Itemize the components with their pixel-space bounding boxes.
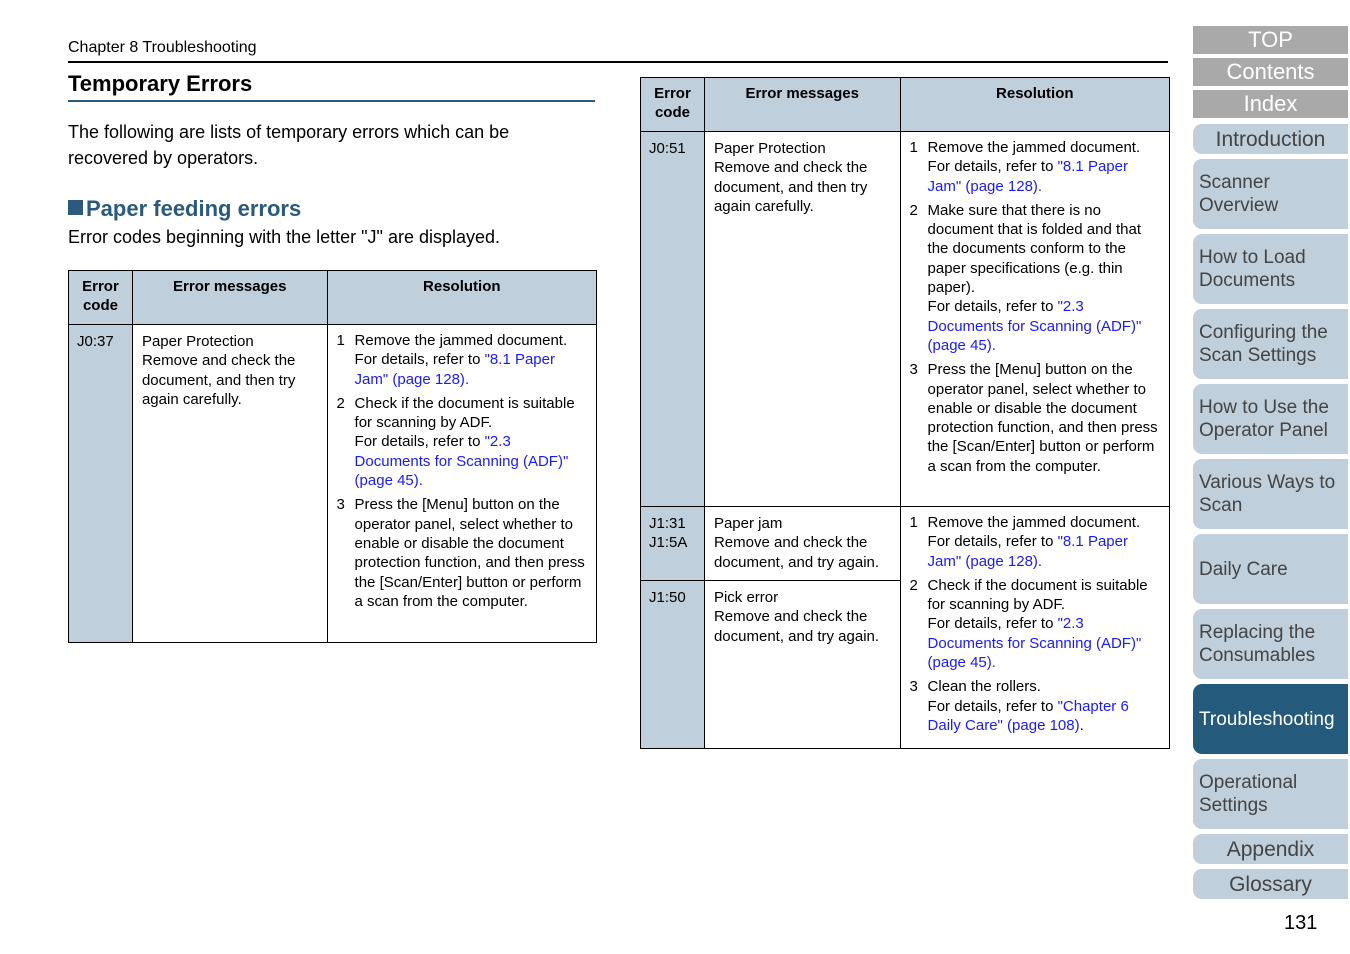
nav-contents-button[interactable]: Contents	[1193, 58, 1348, 86]
nav-tab-scanner-overview[interactable]	[1193, 159, 1348, 229]
intro-text: The following are lists of temporary errors which can be recovered by operators.	[68, 122, 510, 168]
resolution-step	[910, 513, 1161, 571]
error-table-2	[640, 77, 1170, 749]
section-rule	[68, 100, 595, 102]
nav-tab-appendix[interactable]: Appendix	[1193, 834, 1348, 864]
resolution-step	[910, 201, 1161, 355]
nav-tab-label: Operational Settings	[1199, 772, 1298, 816]
nav-tab-troubleshooting[interactable]	[1193, 684, 1348, 754]
message-body: Remove and check the document, and try again.	[713, 534, 880, 571]
step-text: Make sure that there is no document that is folded and that the documents conform to the paper specifications (e.g. thin paper).	[927, 201, 1142, 297]
step-number: 2	[909, 576, 918, 594]
link-paper-jam[interactable]: "8.1 Paper Jam" (page 128)	[354, 351, 555, 388]
step-suffix: .	[1037, 552, 1043, 570]
nav-tab-glossary[interactable]: Glossary	[1193, 869, 1348, 899]
nav-tab-operator-panel[interactable]	[1193, 384, 1348, 454]
resolution-steps	[910, 513, 1161, 735]
nav-tab-label: Various Ways to Scan	[1199, 472, 1336, 516]
error-message-cell	[704, 507, 900, 581]
step-ref-prefix: For details, refer to	[927, 533, 1058, 551]
resolution-step	[910, 576, 1161, 672]
step-ref-prefix: For details, refer to	[354, 351, 485, 369]
header-error-code: Error code	[69, 271, 133, 325]
resolution-step	[337, 394, 588, 490]
step-suffix: .	[1037, 177, 1043, 195]
resolution-step	[337, 331, 588, 389]
nav-tab-label: Replacing the Consumables	[1199, 622, 1316, 666]
step-ref-prefix: For details, refer to	[927, 697, 1058, 715]
nav-tab-operational[interactable]	[1193, 759, 1348, 829]
error-code-line: J1:5A	[649, 534, 688, 552]
square-bullet-icon	[68, 200, 83, 215]
message-body: Remove and check the document, and then try again carefully.	[713, 159, 868, 215]
page-number: 131	[1284, 912, 1318, 934]
subsection-heading	[68, 196, 301, 222]
link-documents-for-scanning[interactable]: "2.3 Documents for Scanning (ADF)" (page 45)	[927, 615, 1142, 672]
link-paper-jam[interactable]: "8.1 Paper Jam" (page 128)	[927, 158, 1128, 195]
nav-tab-label: Scanner Overview	[1199, 172, 1279, 216]
step-ref-prefix: For details, refer to	[927, 615, 1058, 633]
message-title: Paper Protection	[713, 140, 826, 157]
step-suffix: .	[991, 654, 996, 672]
nav-tab-replacing[interactable]	[1193, 609, 1348, 679]
step-suffix: .	[418, 472, 423, 490]
header-resolution: Resolution	[900, 78, 1169, 132]
table-row	[641, 132, 1170, 507]
step-number: 3	[909, 678, 918, 696]
nav-tab-introduction[interactable]: Introduction	[1193, 124, 1348, 154]
nav-tab-label: Troubleshooting	[1199, 708, 1335, 730]
error-code-cell: J0:51	[641, 132, 705, 507]
nav-index-button[interactable]: Index	[1193, 90, 1348, 118]
resolution-step	[337, 495, 588, 611]
step-number: 1	[336, 332, 345, 349]
resolution-cell	[900, 507, 1169, 749]
header-resolution: Resolution	[327, 271, 596, 325]
step-number: 1	[909, 514, 918, 531]
step-text: Remove the jammed document.	[354, 332, 568, 349]
header-error-code: Error code	[641, 78, 705, 132]
error-code-cell: J1:50	[641, 581, 705, 749]
table-row	[69, 325, 597, 643]
error-code-line: J1:31	[649, 515, 686, 532]
error-message-cell	[704, 581, 900, 749]
nav-tab-configuring[interactable]	[1193, 309, 1348, 379]
link-paper-jam[interactable]: "8.1 Paper Jam" (page 128)	[927, 533, 1128, 570]
header-error-messages: Error messages	[132, 271, 327, 325]
header-error-messages: Error messages	[704, 78, 900, 132]
error-code-cell	[641, 507, 705, 581]
nav-tab-various-ways[interactable]	[1193, 459, 1348, 529]
step-text: Clean the rollers.	[927, 678, 1041, 696]
step-text: Check if the document is suitable for scanning by ADF.	[354, 394, 575, 432]
subsection-heading-text: Paper feeding errors	[86, 196, 302, 221]
resolution-steps	[337, 331, 588, 611]
nav-tab-label: How to Load Documents	[1199, 247, 1306, 291]
step-ref-prefix: For details, refer to	[354, 433, 485, 451]
resolution-step	[910, 360, 1161, 476]
error-message-cell	[704, 132, 900, 507]
error-table-1	[68, 270, 597, 643]
message-body: Remove and check the document, and then try again carefully.	[141, 352, 296, 408]
resolution-step	[910, 138, 1161, 196]
resolution-steps	[910, 138, 1161, 476]
message-body: Remove and check the document, and try again.	[713, 608, 880, 645]
step-suffix: .	[991, 336, 996, 354]
step-text: Press the [Menu] button on the operator panel, select whether to enable or disable the document protection function, and then press the [Scan/Enter] button or perform a scan from the computer.	[927, 361, 1158, 475]
link-documents-for-scanning[interactable]: "2.3 Documents for Scanning (ADF)" (page 45)	[354, 433, 569, 490]
step-number: 2	[336, 394, 345, 412]
link-daily-care[interactable]: "Chapter 6 Daily Care" (page 108)	[927, 697, 1129, 734]
step-number: 1	[909, 139, 918, 156]
message-title: Paper jam	[713, 515, 783, 532]
resolution-step	[910, 677, 1161, 735]
step-number: 3	[909, 361, 918, 379]
step-suffix: .	[464, 370, 470, 388]
step-ref-prefix: For details, refer to	[927, 158, 1058, 176]
step-text: Remove the jammed document.	[927, 514, 1141, 531]
subsection-description: Error codes beginning with the letter "J" are displayed.	[68, 227, 501, 247]
nav-top-button[interactable]: TOP	[1193, 26, 1348, 54]
step-text: Check if the document is suitable for scanning by ADF.	[927, 576, 1148, 614]
resolution-cell	[327, 325, 596, 643]
nav-tab-label: How to Use the Operator Panel	[1199, 397, 1329, 441]
resolution-cell	[900, 132, 1169, 507]
nav-tab-how-to-load[interactable]	[1193, 234, 1348, 304]
nav-tab-label: Configuring the Scan Settings	[1199, 322, 1328, 366]
section-title: Temporary Errors	[68, 71, 253, 96]
message-title: Paper Protection	[141, 333, 254, 350]
step-ref-prefix: For details, refer to	[927, 298, 1058, 316]
step-suffix: .	[1079, 716, 1084, 734]
chapter-header: Chapter 8 Troubleshooting	[68, 39, 257, 56]
link-documents-for-scanning[interactable]: "2.3 Documents for Scanning (ADF)" (page 45)	[927, 298, 1142, 354]
error-message-cell	[132, 325, 327, 643]
step-text: Press the [Menu] button on the operator panel, select whether to enable or disable the document protection function, and then press the [Scan/Enter] button or perform a scan from the computer.	[354, 496, 585, 610]
step-number: 2	[909, 201, 918, 219]
message-title: Pick error	[713, 589, 779, 606]
step-number: 3	[336, 496, 345, 514]
table-row	[641, 507, 1170, 581]
nav-tab-daily-care[interactable]	[1193, 534, 1348, 604]
error-code-cell: J0:37	[69, 325, 133, 643]
header-rule	[68, 61, 1168, 63]
nav-tab-label: Daily Care	[1199, 558, 1288, 580]
step-text: Remove the jammed document.	[927, 139, 1141, 156]
